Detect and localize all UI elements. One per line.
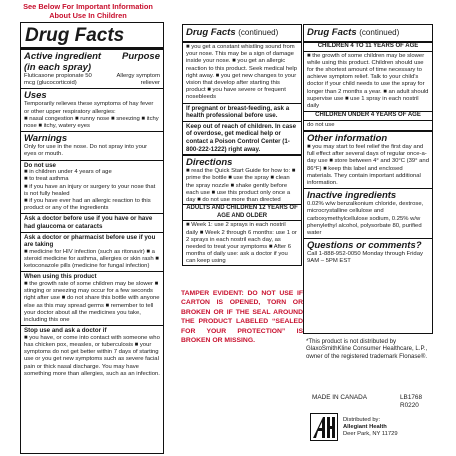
directions-steps: ■ read the Quick Start Guide for how to: ■ prime the bottle ■ use the spray ■ clean the spray nozzle ■ shake gently before each use ■ use this product only once a day ■ do not use more than directed — [186, 168, 296, 203]
drug-facts-continued-title — [183, 25, 301, 43]
active-ingredient-text: Fluticasone propionate 50 mcg (glucocorticoid) — [24, 73, 92, 87]
other-information-section — [304, 132, 432, 189]
active-ingredient-heading: Active ingredient (in each spray) — [24, 51, 102, 73]
drug-facts-title: Drug Facts — [186, 27, 236, 38]
directions-heading: Directions — [186, 157, 233, 169]
allegiant-health-logo-icon — [310, 413, 338, 441]
lot-code-1: LB1768 — [400, 394, 423, 401]
inactive-ingredients-heading: Inactive ingredients — [307, 190, 397, 202]
trademark-footnote: *This product is not distributed by GlaxoSmithKline Consumer Healthcare, L.P., owner of the registered trademark Flonase®. — [306, 338, 428, 360]
purpose-heading: Purpose — [121, 51, 160, 62]
when-using-heading: When using this product — [24, 273, 97, 281]
ask-doctor-text: Ask a doctor before use if you have or have had glaucoma or cataracts — [24, 215, 153, 231]
active-ingredient-section — [21, 50, 163, 89]
questions-section — [304, 239, 432, 266]
do-not-use-item: ■ if you have an injury or surgery to your nose that is not fully healed — [24, 183, 156, 197]
do-not-use-item: ■ to treat asthma — [24, 176, 69, 183]
do-not-use-item: ■ if you have ever had an allergic reaction to this product or any of the ingredients — [24, 198, 151, 212]
stop-use-heading: Stop use and ask a doctor if — [24, 327, 107, 335]
adults-section — [183, 221, 301, 266]
distributor-label: Distributed by: — [343, 417, 381, 423]
ask-pharmacist-heading: Ask a doctor or pharmacist before use if you are taking — [24, 233, 156, 249]
top-note: See Below For Important Information About Use In Children — [23, 2, 153, 20]
under-4-text: do not use — [307, 121, 335, 128]
continued-label: (continued) — [359, 28, 400, 37]
keep-out-text: Keep out of reach of children. In case of overdose, get medical help or contact a Poison Control Center (1-800-222-1222) right away. — [186, 122, 297, 153]
ask-pharmacist-section — [21, 233, 163, 273]
ask-pharmacist-text: ■ medicine for HIV infection (such as ritonavir) ■ a steroid medicine for asthma, allergies or skin rash ■ ketoconazole pills (medicine for fungal infection) — [24, 248, 159, 270]
when-using-text: ■ the growth rate of some children may be slower ■ stinging or sneezing may occur for a few seconds right after use ■ do not share this bottle with anyone else as this may spread germs ■ remember to tell your doctor about all the medicines you take, including this one — [24, 281, 160, 324]
under-4-section — [304, 121, 432, 132]
made-in-label: MADE IN CANADA — [312, 394, 368, 401]
warnings-intro-section — [21, 132, 163, 160]
drug-facts-title: Drug Facts — [21, 23, 163, 50]
children-under-4-band: CHILDREN UNDER 4 YEARS OF AGE — [304, 111, 432, 121]
pregnant-text: If pregnant or breast-feeding, ask a health professional before use. — [186, 104, 290, 120]
drug-facts-panel-1 — [20, 22, 164, 454]
do-not-use-section — [21, 161, 163, 215]
warnings-intro: Only for use in the nose. Do not spray into your eyes or mouth. — [24, 144, 148, 158]
drug-facts-panel-2 — [182, 24, 302, 266]
lot-code-2: R0220 — [400, 402, 419, 409]
stop-use-section — [21, 326, 163, 379]
distributor-address: Deer Park, NY 11729 — [343, 431, 398, 437]
children-4-11-band: CHILDREN 4 TO 11 YEARS OF AGE — [304, 43, 432, 52]
uses-symptoms: ■ nasal congestion ■ runny nose ■ sneezing ■ itchy nose ■ itchy, watery eyes — [24, 115, 159, 130]
uses-section — [21, 89, 163, 132]
adults-directions: ■ Week 1: use 2 sprays in each nostril daily ■ Week 2 through 6 months: use 1 or 2 sprays in each nostril each day, as needed to treat your symptoms ■ After 6 months of daily use: ask a doctor if you can keep using — [186, 222, 297, 265]
lot-codes — [400, 394, 434, 410]
continued-label: (continued) — [238, 28, 279, 37]
do-not-use-heading: Do not use — [24, 161, 56, 169]
children-directions: ■ the growth of some children may be slower while using this product. Children should use for the shortest amount of time necessary to achieve symptom relief. Talk to your child's doctor if your child needs to use the spray for longer than 2 months a year. ■ an adult should supervise use ■ use 1 spray in each nostril daily — [307, 52, 429, 110]
stop-use-text: ■ you have, or come into contact with someone who has chicken pox, measles, or tuberculosis ■ your symptoms do not get better within 7 days of starting use or you get new symptoms such as severe facial pain or thick nasal discharge. You may have something more than allergies, such as an infection. — [24, 334, 160, 377]
ask-doctor-section — [21, 214, 163, 232]
do-not-use-item: ■ in children under 4 years of age — [24, 169, 112, 176]
warnings-continued-section — [183, 43, 301, 104]
purpose-text: Allergy symptom reliever — [116, 73, 160, 87]
inactive-ingredients-text: 0.02% w/w benzalkonium chloride, dextrose, microcrystalline cellulose and carboxymethylcellulose sodium, 0.25% w/w phenylethyl alcohol, polysorbate 80, purified water — [307, 201, 424, 237]
warnings-heading: Warnings — [24, 133, 68, 145]
drug-facts-title: Drug Facts — [307, 27, 357, 38]
drug-facts-continued-title — [304, 25, 432, 43]
pregnant-section — [183, 104, 301, 122]
inactive-ingredients-section — [304, 189, 432, 239]
distributor-name: Allegiant Health — [343, 424, 387, 430]
uses-text: Temporarily relieves these symptoms of hay fever or other upper respiratory allergies: — [24, 101, 154, 115]
distributor-info — [343, 417, 433, 438]
other-information-text: ■ you may start to feel relief the first day and full effect after several days of regular once-a-day use ■ store between 4° and 30°C (39° and 86°F) ■ keep this label and enclosed materials. They contain important additional information. — [307, 144, 429, 187]
drug-facts-panel-3 — [303, 24, 433, 334]
warnings-continued-text: ■ you get a constant whistling sound from your nose. This may be a sign of damage inside your nose. ■ you get an allergic reaction to this product. Seek medical help right away. ■ you get new changes to your vision that develop after starting this product ■ you have severe or frequent nosebleeds — [186, 44, 298, 101]
questions-heading: Questions or comments? — [307, 240, 422, 252]
adults-band: ADULTS AND CHILDREN 12 YEARS OF AGE AND OLDER — [183, 204, 301, 221]
children-section — [304, 52, 432, 112]
questions-text: Call 1-888-952-0050 Monday through Friday 9AM – 5PM EST — [307, 251, 423, 265]
other-information-heading: Other information — [307, 133, 388, 145]
directions-section — [183, 156, 301, 204]
uses-heading: Uses — [24, 90, 47, 102]
when-using-section — [21, 272, 163, 326]
tamper-evident-notice: TAMPER EVIDENT: DO NOT USE IF CARTON IS OPENED, TORN OR BROKEN OR IF THE SEAL AROUND THE PRODUCT LABELED “SEALED FOR YOUR PROTECTION” IS BROKEN OR MISSING. — [181, 290, 303, 345]
keep-out-section — [183, 122, 301, 156]
